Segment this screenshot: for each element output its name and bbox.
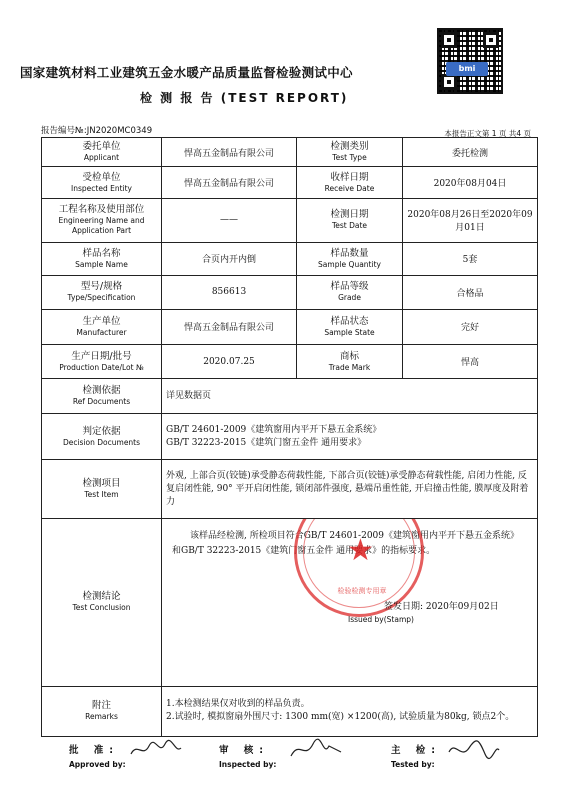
trade-mark-label xyxy=(297,345,403,379)
approved-label-en: Approved by: xyxy=(69,760,126,769)
label-en: Test Conclusion xyxy=(72,603,131,613)
issued-by: Issued by(Stamp) xyxy=(348,615,414,625)
type-spec-value: 856613 xyxy=(162,276,297,310)
approved-label-cn: 批 准: xyxy=(69,745,120,756)
table-row xyxy=(42,345,538,379)
approved-block xyxy=(69,742,126,769)
label-cn: 判定依据 xyxy=(82,425,121,437)
receive-date-label xyxy=(297,167,403,198)
qr-finder-mark xyxy=(483,32,499,48)
label-cn: 检测类别 xyxy=(330,141,369,153)
label-en: Sample Quantity xyxy=(318,259,381,269)
label-cn: 检测日期 xyxy=(330,209,369,221)
production-date-value: 2020.07.25 xyxy=(162,345,297,379)
label-cn: 商标 xyxy=(339,350,359,362)
label-cn: 检测依据 xyxy=(82,385,121,397)
table-row xyxy=(42,519,538,687)
table-row xyxy=(42,460,538,519)
tested-block xyxy=(391,742,441,769)
remarks-value xyxy=(162,686,538,736)
applicant-value: 悍高五金制品有限公司 xyxy=(162,138,297,167)
sign-date: 签发日期: 2020年09月02日 xyxy=(384,602,499,613)
report-number: 报告编号№:JN2020MC0349 xyxy=(41,126,153,136)
qr-code-icon xyxy=(437,28,503,94)
test-date-value: 2020年08月26日至2020年09月01日 xyxy=(403,198,538,242)
report-header-subtitle: 检 测 报 告 (TEST REPORT) xyxy=(140,91,349,105)
test-item-label xyxy=(42,460,162,519)
test-item-value: 外观, 上部合页(铰链)承受静态荷载性能, 下部合页(铰链)承受静态荷载性能, 启闭力性能, 反复启闭性能, 90° 平开启闭性能, 锁闭部件强度, 悬端吊重性能, 开启撞击性能, 膜厚度及附着力 xyxy=(162,460,538,519)
label-en: Test Item xyxy=(84,490,119,500)
conclusion-text: 该样品经检测, 所检项目符合GB/T 24601-2009《建筑窗用内平开下悬五金系统》和GB/T 32223-2015《建筑门窗五金件 通用要求》的指标要求。 xyxy=(172,531,519,557)
inspected-entity-label xyxy=(42,167,162,198)
receive-date-value: 2020年08月04日 xyxy=(403,167,538,198)
label-cn: 样品数量 xyxy=(330,247,369,259)
manufacturer-value: 悍高五金制品有限公司 xyxy=(162,309,297,345)
label-en: Grade xyxy=(338,293,361,303)
inspected-block xyxy=(219,742,276,769)
ref-documents-label xyxy=(42,378,162,414)
label-cn: 收样日期 xyxy=(330,171,369,183)
label-en: Receive Date xyxy=(324,183,375,193)
label-en: Test Type xyxy=(332,153,367,163)
label-en: Remarks xyxy=(85,712,118,722)
label-cn: 检测项目 xyxy=(82,478,121,490)
sample-state-value: 完好 xyxy=(403,309,538,345)
signatures-row xyxy=(41,740,537,780)
approver-signature-icon xyxy=(129,738,183,762)
label-en: Decision Documents xyxy=(62,437,141,447)
sample-quantity-value: 5套 xyxy=(403,242,538,276)
conclusion-label xyxy=(42,519,162,687)
label-cn: 型号/规格 xyxy=(80,281,123,293)
table-row xyxy=(42,138,538,167)
table-row xyxy=(42,242,538,276)
report-header-title: 国家建筑材料工业建筑五金水暖产品质量监督检验测试中心 xyxy=(20,65,353,80)
label-cn: 检测结论 xyxy=(82,591,121,603)
stamp-star-icon: ★ xyxy=(347,533,374,569)
grade-label xyxy=(297,276,403,310)
label-cn: 附注 xyxy=(91,700,111,712)
tester-signature-icon xyxy=(447,738,501,762)
decision-line: GB/T 32223-2015《建筑门窗五金件 通用要求》 xyxy=(166,437,367,448)
label-en: Test Date xyxy=(331,221,368,231)
label-en: Type/Specification xyxy=(67,293,136,303)
label-cn: 工程名称及使用部位 xyxy=(58,204,145,216)
label-en: Sample State xyxy=(324,327,375,337)
table-row xyxy=(42,378,538,414)
table-row xyxy=(42,686,538,736)
label-en: Engineering Name and Application Part xyxy=(58,216,145,236)
manufacturer-label xyxy=(42,309,162,345)
table-row xyxy=(42,414,538,460)
table-row xyxy=(42,309,538,345)
label-cn: 受检单位 xyxy=(82,171,121,183)
sample-quantity-label xyxy=(297,242,403,276)
remarks-label xyxy=(42,686,162,736)
engineering-value: —— xyxy=(162,198,297,242)
label-cn: 样品状态 xyxy=(330,315,369,327)
tested-label-en: Tested by: xyxy=(391,760,435,769)
decision-documents-value xyxy=(162,414,538,460)
bmi-logo: bmi xyxy=(446,62,488,76)
page-info: 本报告正文第 1 页 共4 页 xyxy=(444,129,531,138)
grade-value: 合格品 xyxy=(403,276,538,310)
test-type-label xyxy=(297,138,403,167)
applicant-label xyxy=(42,138,162,167)
inspected-label-en: Inspected by: xyxy=(219,760,277,769)
test-date-label xyxy=(297,198,403,242)
decision-documents-label xyxy=(42,414,162,460)
label-en: Inspected Entity xyxy=(71,183,132,193)
sample-state-label xyxy=(297,309,403,345)
type-spec-label xyxy=(42,276,162,310)
stamp-text: 检验检测专用章 xyxy=(337,587,387,596)
production-date-label xyxy=(42,345,162,379)
qr-finder-mark xyxy=(441,74,457,90)
engineering-label xyxy=(42,198,162,242)
label-en: Trade Mark xyxy=(328,362,371,372)
trade-mark-value: 悍高 xyxy=(403,345,538,379)
label-cn: 委托单位 xyxy=(82,141,121,153)
label-cn: 样品名称 xyxy=(82,247,121,259)
sample-name-value: 合页内开内倒 xyxy=(162,242,297,276)
sample-name-label xyxy=(42,242,162,276)
tested-label-cn: 主 检: xyxy=(391,745,442,756)
ref-documents-value: 详见数据页 xyxy=(162,378,538,414)
conclusion-cell xyxy=(162,519,538,687)
report-table xyxy=(41,137,538,737)
table-row xyxy=(42,276,538,310)
inspected-label-cn: 审 核: xyxy=(219,745,270,756)
inspector-signature-icon xyxy=(289,738,343,762)
label-en: Manufacturer xyxy=(76,327,127,337)
decision-line: GB/T 24601-2009《建筑窗用内平开下悬五金系统》 xyxy=(166,424,382,435)
test-type-value: 委托检测 xyxy=(403,138,538,167)
label-cn: 生产日期/批号 xyxy=(71,350,132,362)
qr-finder-mark xyxy=(441,32,457,48)
label-cn: 生产单位 xyxy=(82,315,121,327)
label-cn: 样品等级 xyxy=(330,281,369,293)
table-row xyxy=(42,167,538,198)
label-en: Production Date/Lot № xyxy=(59,362,144,372)
label-en: Sample Name xyxy=(75,259,128,269)
remark-line: 1.本检测结果仅对收到的样品负责。 xyxy=(166,699,310,710)
table-row xyxy=(42,198,538,242)
label-en: Ref Documents xyxy=(72,397,131,407)
label-en: Applicant xyxy=(83,153,120,163)
remark-line: 2.试验时, 模拟窗扇外围尺寸: 1300 mm(宽) ×1200(高), 试验质量为80kg, 锁点2个。 xyxy=(166,712,515,723)
inspected-entity-value: 悍高五金制品有限公司 xyxy=(162,167,297,198)
